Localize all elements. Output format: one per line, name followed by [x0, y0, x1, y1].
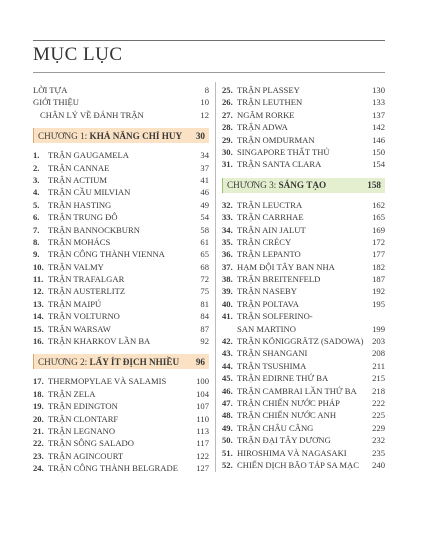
toc-entry[interactable]: [222, 273, 385, 285]
entry-number: 46.: [222, 385, 233, 396]
toc-entry[interactable]: [33, 450, 209, 462]
entry-number: 52.: [222, 459, 233, 470]
entry-page: 211: [372, 360, 385, 371]
chapter-3-title-wrap: [227, 180, 367, 190]
toc-entry[interactable]: [222, 447, 385, 459]
entry-page: 117: [196, 438, 209, 449]
entry-title: TRẬN VALMY: [48, 261, 104, 272]
entry-page: 162: [372, 199, 385, 210]
entry-page: 195: [372, 298, 385, 309]
toc-entry[interactable]: [33, 224, 209, 236]
entry-page: 92: [200, 336, 209, 347]
toc-entry[interactable]: [222, 409, 385, 421]
toc-entry[interactable]: [33, 413, 209, 425]
toc-entry[interactable]: [222, 323, 385, 335]
page-title: MỤC LỤC: [33, 44, 123, 65]
toc-entry[interactable]: [222, 121, 385, 133]
entry-number: 5.: [33, 199, 40, 210]
toc-entry[interactable]: [222, 248, 385, 260]
entry-number: 45.: [222, 373, 233, 384]
entry-page: 229: [372, 422, 385, 433]
entry-title: TRẬN SOLFERINO-: [237, 311, 313, 322]
toc-entry[interactable]: [222, 360, 385, 372]
toc-entry[interactable]: [222, 224, 385, 236]
chapter-3-heading[interactable]: [222, 178, 385, 193]
toc-entry[interactable]: [33, 310, 209, 322]
entry-page: 100: [196, 376, 209, 387]
chapter-2-label: CHƯƠNG 2:: [38, 356, 88, 367]
entry-title: TRẬN MOHÁCS: [48, 236, 111, 247]
entry-title: TRẬN CHIẾN NƯỚC PHÁP: [237, 397, 340, 408]
entry-page: 81: [200, 298, 209, 309]
entry-title: GIỚI THIỆU: [33, 97, 79, 108]
entry-page: 154: [372, 159, 385, 170]
chapter-2-heading[interactable]: [33, 354, 209, 369]
entry-page: 199: [372, 323, 385, 334]
entry-page: 137: [372, 109, 385, 120]
toc-right-column: [222, 84, 385, 471]
entry-title: TRẬN OMDURMAN: [237, 134, 315, 145]
entry-number: 33.: [222, 212, 233, 223]
entry-title: TRẬN TRAFALGAR: [48, 274, 125, 285]
toc-entry[interactable]: [222, 285, 385, 297]
entry-number: 10.: [33, 261, 44, 272]
chapter-2-title-wrap: [38, 357, 196, 367]
chapter-1-title: KHẢ NĂNG CHỈ HUY: [89, 130, 183, 141]
entry-page: 208: [372, 348, 385, 359]
entry-title: SINGAPORE THẤT THỦ: [237, 146, 330, 157]
entry-title: TRẬN SÔNG SALADO: [48, 438, 134, 449]
entry-number: 44.: [222, 360, 233, 371]
chapter-2-list: [33, 375, 209, 474]
entry-number: 31.: [222, 159, 233, 170]
toc-entry[interactable]: [222, 385, 385, 397]
entry-title: CHIẾN DỊCH BÃO TÁP SA MẠC: [237, 459, 359, 470]
entry-title: TRẬN AUSTERLITZ: [48, 286, 126, 297]
entry-number: 13.: [33, 298, 44, 309]
entry-number: 2.: [33, 162, 40, 173]
entry-number: 9.: [33, 249, 40, 260]
entry-page: 84: [200, 311, 209, 322]
entry-title: TRẬN AGINCOURT: [48, 450, 124, 461]
entry-title: TRẬN CLONTARF: [48, 413, 119, 424]
entry-title: TRẬN CARRHAE: [237, 212, 304, 223]
entry-title: TRẬN CẦU MILVIAN: [48, 187, 131, 198]
toc-entry[interactable]: [33, 261, 209, 273]
entry-number: 4.: [33, 187, 40, 198]
entry-page: 150: [372, 146, 385, 157]
entry-title: TRẬN BREITENFELD: [237, 274, 321, 285]
entry-number: 48.: [222, 410, 233, 421]
entry-number: 35.: [222, 236, 233, 247]
entry-number: 47.: [222, 397, 233, 408]
chapter-1-heading[interactable]: [33, 128, 209, 143]
entry-page: 177: [372, 249, 385, 260]
entry-number: 22.: [33, 438, 44, 449]
entry-number: 19.: [33, 401, 44, 412]
entry-title: TRẬN LEPANTO: [237, 249, 301, 260]
entry-number: 15.: [33, 323, 44, 334]
entry-page: 182: [372, 261, 385, 272]
entry-number: 51.: [222, 447, 233, 458]
entry-title: TRẬN KHARKOV LẦN BA: [48, 336, 151, 347]
toc-entry[interactable]: [33, 375, 209, 387]
entry-number: 26.: [222, 97, 233, 108]
entry-title: TRẬN ZELA: [48, 388, 96, 399]
chapter-2-continued-list: [222, 84, 385, 171]
entry-page: 107: [196, 401, 209, 412]
entry-number: 29.: [222, 134, 233, 145]
chapter-1-page: 30: [195, 130, 205, 141]
toc-entry[interactable]: [222, 109, 385, 121]
entry-page: 130: [372, 85, 385, 95]
toc-entry[interactable]: [33, 400, 209, 412]
chapter-3-list: [222, 199, 385, 472]
entry-page: 68: [200, 261, 209, 272]
entry-number: 34.: [222, 224, 233, 235]
entry-number: 43.: [222, 348, 233, 359]
toc-entry[interactable]: [222, 236, 385, 248]
chapter-1-title-wrap: [38, 131, 196, 141]
top-rule: [33, 40, 385, 41]
entry-number: 17.: [33, 376, 44, 387]
entry-page: 61: [200, 236, 209, 247]
entry-number: 11.: [33, 274, 44, 285]
entry-number: 27.: [222, 109, 233, 120]
entry-page: 58: [200, 224, 209, 235]
entry-page: 34: [200, 150, 209, 161]
toc-entry[interactable]: [33, 149, 209, 161]
entry-page: 104: [196, 388, 209, 399]
entry-number: 32.: [222, 199, 233, 210]
entry-title: TRẬN PLASSEY: [237, 85, 300, 95]
toc-entry[interactable]: [33, 236, 209, 248]
entry-title: TRẬN ADWA: [237, 122, 288, 133]
chapter-3-page: 158: [367, 180, 381, 191]
entry-title: TRẬN NASEBY: [237, 286, 297, 297]
entry-title: TRẬN VOLTURNO: [48, 311, 120, 322]
toc-entry[interactable]: [33, 437, 209, 449]
entry-page: 169: [372, 224, 385, 235]
entry-page: 127: [196, 463, 209, 474]
entry-page: 75: [200, 286, 209, 297]
entry-page: 203: [372, 336, 385, 347]
chapter-1-list: [33, 149, 209, 347]
toc-entry[interactable]: [33, 199, 209, 211]
toc-entry[interactable]: [33, 186, 209, 198]
entry-number: 21.: [33, 425, 44, 436]
toc-entry[interactable]: [222, 261, 385, 273]
entry-title: TRẬN TSUSHIMA: [237, 360, 307, 371]
toc-entry[interactable]: [33, 298, 209, 310]
toc-entry[interactable]: [222, 459, 385, 471]
entry-number: 16.: [33, 336, 44, 347]
entry-title: TRẬN MAIPÚ: [48, 298, 102, 309]
entry-page: 12: [200, 109, 209, 120]
entry-number: 24.: [33, 463, 44, 474]
title-rule: [33, 72, 385, 73]
entry-title: TRẬN ACTIUM: [48, 174, 107, 185]
entry-title: LỜI TỰA: [33, 85, 68, 95]
toc-entry[interactable]: [33, 84, 209, 96]
toc-entry[interactable]: [222, 335, 385, 347]
entry-page: 240: [372, 459, 385, 470]
entry-title: TRẬN TRUNG ĐÔ: [48, 212, 118, 223]
entry-page: 41: [200, 174, 209, 185]
entry-page: 10: [200, 97, 209, 108]
entry-title: TRẬN CHIẾN NƯỚC ANH: [237, 410, 337, 421]
entry-number: 6.: [33, 212, 40, 223]
entry-title: TRẬN CHÂU CÂNG: [237, 422, 314, 433]
entry-title: TRẬN WARSAW: [48, 323, 111, 334]
entry-title: TRẬN HASTING: [48, 199, 112, 210]
entry-page: 218: [372, 385, 385, 396]
toc-entry[interactable]: [33, 273, 209, 285]
entry-title: TRẬN GAUGAMELA: [48, 150, 129, 161]
toc-entry[interactable]: [222, 146, 385, 158]
entry-title: TRẬN LEUTHEN: [237, 97, 303, 108]
toc-entry[interactable]: [222, 310, 385, 322]
toc-left-column: [33, 84, 209, 475]
entry-page: 46: [200, 187, 209, 198]
entry-title: TRẬN CAMBRAI LẦN THỨ BA: [237, 385, 357, 396]
toc-entry[interactable]: [33, 96, 209, 108]
chapter-2-title: LẤY ÍT ĐỊCH NHIỀU: [89, 356, 180, 367]
entry-page: 165: [372, 212, 385, 223]
toc-entry[interactable]: [33, 109, 209, 121]
entry-title: SAN MARTINO: [237, 323, 296, 334]
entry-title: TRẬN LEGNANO: [48, 425, 116, 436]
toc-entry[interactable]: [222, 134, 385, 146]
toc-entry[interactable]: [222, 347, 385, 359]
toc-entry[interactable]: [33, 323, 209, 335]
entry-title: NGÃM RORKE: [237, 109, 295, 120]
entry-page: 113: [196, 425, 209, 436]
entry-title: CHÂN LÝ VỀ ĐÁNH TRẬN: [40, 109, 144, 120]
chapter-2-page: 96: [195, 356, 205, 367]
entry-number: 7.: [33, 224, 40, 235]
toc-entry[interactable]: [33, 211, 209, 223]
entry-title: TRẬN AIN JALUT: [237, 224, 306, 235]
toc-entry[interactable]: [33, 162, 209, 174]
entry-page: 172: [372, 236, 385, 247]
entry-number: 25.: [222, 85, 233, 95]
entry-page: 225: [372, 410, 385, 421]
entry-title: TRẬN EDINGTON: [48, 401, 118, 412]
entry-page: 142: [372, 122, 385, 133]
chapter-3-title: SÁNG TẠO: [278, 180, 327, 191]
entry-number: 40.: [222, 298, 233, 309]
toc-entry[interactable]: [33, 335, 209, 347]
toc-entry[interactable]: [222, 422, 385, 434]
toc-entry[interactable]: [33, 248, 209, 260]
entry-page: 222: [372, 397, 385, 408]
entry-title: TRẬN SHANGANI: [237, 348, 308, 359]
column-divider: [215, 82, 216, 472]
entry-page: 87: [200, 323, 209, 334]
toc-entry[interactable]: [222, 211, 385, 223]
toc-entry[interactable]: [222, 84, 385, 96]
entry-page: 192: [372, 286, 385, 297]
entry-title: HIROSHIMA VÀ NAGASAKI: [237, 447, 347, 458]
entry-title: TRẬN CÔNG THÀNH VIENNA: [48, 249, 165, 260]
entry-page: 110: [196, 413, 209, 424]
entry-page: 133: [372, 97, 385, 108]
toc-entry[interactable]: [33, 388, 209, 400]
entry-number: 28.: [222, 122, 233, 133]
entry-title: TRẬN LEUCTRA: [237, 199, 303, 210]
entry-number: 30.: [222, 146, 233, 157]
entry-title: TRẬN POLTAVA: [237, 298, 299, 309]
entry-title: TRẬN EDIRNE THỨ BA: [237, 373, 329, 384]
entry-title: TRẬN CANNAE: [48, 162, 110, 173]
entry-number: 18.: [33, 388, 44, 399]
entry-title: TRẬN BANNOCKBURN: [48, 224, 140, 235]
entry-number: 3.: [33, 174, 40, 185]
toc-entry[interactable]: [222, 199, 385, 211]
entry-number: 37.: [222, 261, 233, 272]
entry-page: 72: [200, 274, 209, 285]
entry-number: 20.: [33, 413, 44, 424]
toc-entry[interactable]: [222, 372, 385, 384]
entry-number: 36.: [222, 249, 233, 260]
entry-number: 38.: [222, 274, 233, 285]
entry-title: THERMOPYLAE VÀ SALAMIS: [48, 376, 167, 387]
toc-entry[interactable]: [33, 462, 209, 474]
entry-number: 49.: [222, 422, 233, 433]
entry-title: TRẬN SANTA CLARA: [237, 159, 322, 170]
toc-entry[interactable]: [222, 397, 385, 409]
entry-page: 122: [196, 450, 209, 461]
chapter-1-label: CHƯƠNG 1:: [38, 130, 88, 141]
entry-page: 146: [372, 134, 385, 145]
toc-entry[interactable]: [222, 96, 385, 108]
entry-number: 42.: [222, 336, 233, 347]
intro-list: [33, 84, 209, 121]
entry-page: 54: [200, 212, 209, 223]
entry-page: 37: [200, 162, 209, 173]
entry-page: 232: [372, 435, 385, 446]
entry-page: 8: [204, 85, 209, 95]
entry-page: 65: [200, 249, 209, 260]
toc-entry[interactable]: [33, 425, 209, 437]
entry-title: TRẬN CRÉCY: [237, 236, 292, 247]
toc-entry[interactable]: [222, 158, 385, 170]
entry-number: 8.: [33, 236, 40, 247]
entry-number: 1.: [33, 150, 40, 161]
entry-number: 23.: [33, 450, 44, 461]
toc-entry[interactable]: [222, 298, 385, 310]
entry-title: HẠM ĐỘI TÂY BAN NHA: [237, 261, 335, 272]
toc-entry[interactable]: [33, 285, 209, 297]
entry-number: 39.: [222, 286, 233, 297]
chapter-3-label: CHƯƠNG 3:: [227, 180, 277, 191]
entry-page: 49: [200, 199, 209, 210]
entry-number: 41.: [222, 311, 233, 322]
entry-number: 12.: [33, 286, 44, 297]
entry-page: 235: [372, 447, 385, 458]
toc-entry[interactable]: [33, 174, 209, 186]
entry-page: 215: [372, 373, 385, 384]
entry-number: 50.: [222, 435, 233, 446]
entry-number: 14.: [33, 311, 44, 322]
toc-entry[interactable]: [222, 434, 385, 446]
entry-page: 187: [372, 274, 385, 285]
entry-title: TRẬN ĐẠI TÂY DƯƠNG: [237, 435, 331, 446]
entry-title: TRẬN CÔNG THÀNH BELGRADE: [48, 463, 178, 474]
entry-title: TRẬN KÖNIGGRÄTZ (SADOWA): [237, 336, 364, 347]
